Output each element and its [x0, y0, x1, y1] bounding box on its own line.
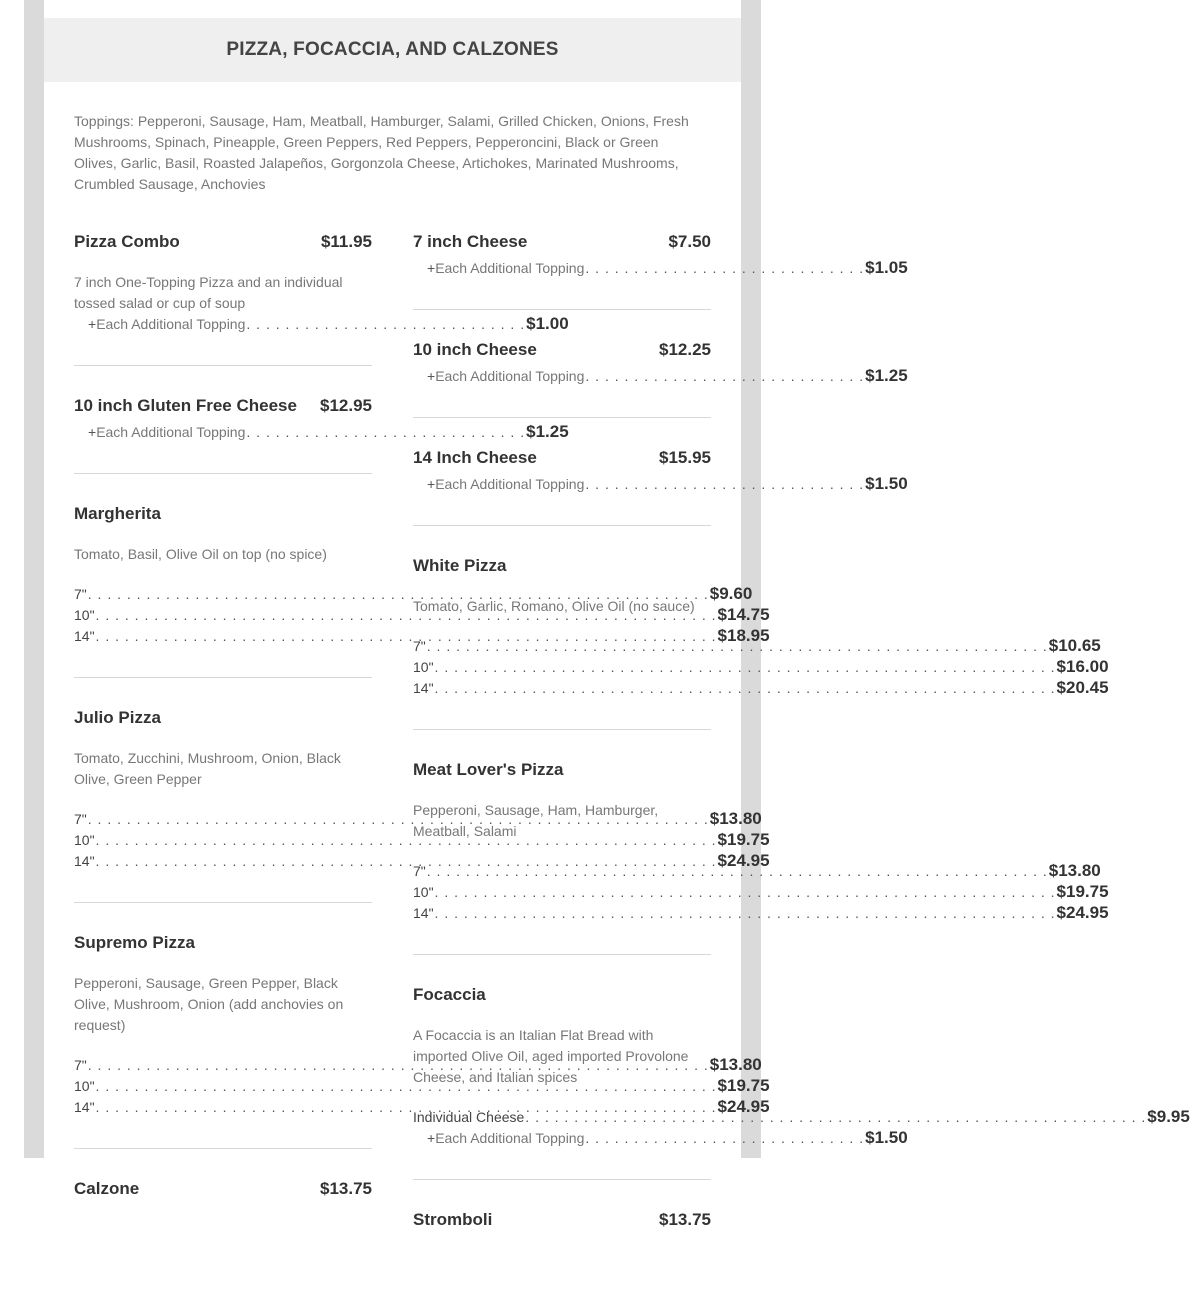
item-title: 14 Inch Cheese: [413, 448, 537, 467]
additional-topping-row: [413, 474, 908, 495]
dot-leader: [585, 476, 864, 492]
size-label: 14": [74, 628, 95, 644]
dot-leader: [435, 905, 1056, 921]
item-title: Meat Lover's Pizza: [413, 760, 564, 779]
size-label: 14": [74, 1099, 95, 1115]
additional-topping-label: Each Additional Topping: [435, 368, 585, 384]
additional-topping-label: Each Additional Topping: [435, 476, 585, 492]
item-price: $7.50: [668, 232, 711, 251]
size-row: [413, 636, 1101, 657]
additional-topping-label: Each Additional Topping: [435, 1130, 585, 1146]
size-row: [74, 626, 770, 647]
item-price: $12.95: [320, 396, 372, 415]
additional-topping-price: $1.25: [526, 422, 569, 441]
size-label: 7": [74, 1057, 87, 1073]
size-price: $19.75: [717, 1076, 770, 1095]
item-price: $11.95: [320, 232, 372, 251]
size-label: 14": [413, 680, 434, 696]
size-price: $24.95: [717, 851, 770, 870]
size-row: [74, 1055, 762, 1076]
size-price: $19.75: [717, 830, 770, 849]
item-description: Tomato, Basil, Olive Oil on top (no spice): [74, 546, 327, 562]
additional-topping-price: $1.50: [865, 474, 908, 493]
plus-icon: +: [88, 316, 97, 332]
size-label: 7": [74, 811, 87, 827]
additional-topping-price: $1.25: [865, 366, 908, 385]
item-description: A Focaccia is an Italian Flat Bread with imported Olive Oil, aged imported Provolone Cheese, and Italian spices: [413, 1027, 689, 1085]
item-price: $12.25: [659, 340, 711, 359]
dot-leader: [427, 638, 1048, 654]
menu-item-stromboli: [413, 1210, 711, 1266]
menu-item-7-inch-cheese: [413, 232, 908, 310]
menu-item-14-inch-cheese: [413, 448, 908, 526]
toppings-list: Toppings: Pepperoni, Sausage, Ham, Meatball, Hamburger, Salami, Grilled Chicken, Onions, Fresh Mushrooms, Spinach, Pineapple, Green Peppers, Red Peppers, Pepperoncini, Black or Green Olives, Garlic, Basil, Roasted Jalapeños, Gorgonzola Cheese, Artichokes, Marinated Mushrooms, Crumbled Sausage, Anchovies: [74, 113, 689, 192]
item-description: 7 inch One-Topping Pizza and an individual tossed salad or cup of soup: [74, 274, 343, 311]
size-price: $10.65: [1048, 636, 1101, 655]
size-price: $13.80: [709, 809, 762, 828]
additional-topping-row: [413, 258, 908, 279]
size-label: 10": [74, 607, 95, 623]
item-description: Tomato, Garlic, Romano, Olive Oil (no sauce): [413, 598, 695, 614]
size-row: [74, 584, 753, 605]
additional-topping-row: [74, 314, 569, 335]
size-row: [74, 830, 770, 851]
size-label: 14": [413, 905, 434, 921]
additional-topping-label: Each Additional Topping: [435, 260, 585, 276]
menu-item-meat-lovers: [413, 760, 1109, 955]
size-label: 7": [413, 638, 426, 654]
size-label: 10": [74, 1078, 95, 1094]
size-price: $14.75: [717, 605, 770, 624]
plus-icon: +: [427, 260, 436, 276]
additional-topping-row: [413, 366, 908, 387]
menu-card: [44, 0, 1190, 1229]
size-price: $13.80: [1048, 861, 1101, 880]
size-row: [413, 678, 1109, 699]
item-title: Julio Pizza: [74, 708, 161, 727]
plus-icon: +: [88, 424, 97, 440]
additional-topping-row: [74, 422, 569, 443]
size-price-list: [413, 636, 1109, 699]
item-title: Margherita: [74, 504, 161, 523]
item-title: Calzone: [74, 1179, 140, 1198]
dot-leader: [435, 659, 1056, 675]
size-row: [413, 1107, 1190, 1128]
item-title: White Pizza: [413, 556, 507, 575]
item-title: 10 inch Cheese: [413, 340, 537, 359]
additional-topping-label: Each Additional Topping: [96, 424, 246, 440]
size-price: $13.80: [709, 1055, 762, 1074]
section-header: [44, 18, 741, 82]
size-price-list: [413, 861, 1109, 924]
additional-topping-row: [413, 1128, 908, 1149]
plus-icon: +: [427, 1130, 436, 1146]
size-price: $18.95: [717, 626, 770, 645]
item-title: Focaccia: [413, 985, 486, 1004]
item-title: Pizza Combo: [74, 232, 180, 251]
size-price: $20.45: [1056, 678, 1109, 697]
size-label: 7": [74, 586, 87, 602]
size-price: $9.60: [709, 584, 753, 603]
size-label: 10": [413, 659, 434, 675]
section-title: PIZZA, FOCACCIA, AND CALZONES: [226, 39, 559, 60]
dot-leader: [525, 1109, 1146, 1125]
item-title: 10 inch Gluten Free Cheese: [74, 396, 297, 415]
dot-leader: [427, 863, 1048, 879]
dot-leader: [435, 884, 1056, 900]
item-description: Pepperoni, Sausage, Green Pepper, Black Olive, Mushroom, Onion (add anchovies on request): [74, 975, 344, 1033]
dot-leader: [585, 260, 864, 276]
size-price-list: [413, 1107, 1190, 1149]
menu-item-10-inch-cheese: [413, 340, 908, 418]
size-label: 7": [413, 863, 426, 879]
size-price: $24.95: [1056, 903, 1109, 922]
size-price: $16.00: [1056, 657, 1109, 676]
additional-topping-price: $1.00: [526, 314, 569, 333]
plus-icon: +: [427, 476, 436, 492]
size-label: 14": [74, 853, 95, 869]
item-description: Tomato, Zucchini, Mushroom, Onion, Black Olive, Green Pepper: [74, 750, 341, 787]
additional-topping-label: Each Additional Topping: [96, 316, 246, 332]
menu-item-calzone: [74, 1179, 372, 1235]
size-label: 10": [74, 832, 95, 848]
dot-leader: [585, 1130, 864, 1146]
item-title: 7 inch Cheese: [413, 232, 528, 251]
plus-icon: +: [427, 368, 436, 384]
item-price: $13.75: [659, 1210, 711, 1229]
size-row: [74, 851, 770, 872]
item-title: Stromboli: [413, 1210, 493, 1229]
size-label: Individual Cheese: [413, 1109, 525, 1125]
size-price: $19.75: [1056, 882, 1109, 901]
item-price: $13.75: [320, 1179, 372, 1198]
dot-leader: [585, 368, 864, 384]
item-title: Supremo Pizza: [74, 933, 195, 952]
size-row: [413, 903, 1109, 924]
additional-topping-price: $1.50: [865, 1128, 908, 1147]
additional-topping-price: $1.05: [865, 258, 908, 277]
size-price: $9.95: [1147, 1107, 1190, 1126]
item-price: $15.95: [659, 448, 711, 467]
size-row: [413, 657, 1109, 678]
size-price: $24.95: [717, 1097, 770, 1116]
item-description: Pepperoni, Sausage, Ham, Hamburger, Meatball, Salami: [413, 802, 659, 839]
size-row: [74, 1076, 770, 1097]
size-row: [413, 882, 1109, 903]
dot-leader: [435, 680, 1056, 696]
size-label: 10": [413, 884, 434, 900]
size-row: [413, 861, 1101, 882]
